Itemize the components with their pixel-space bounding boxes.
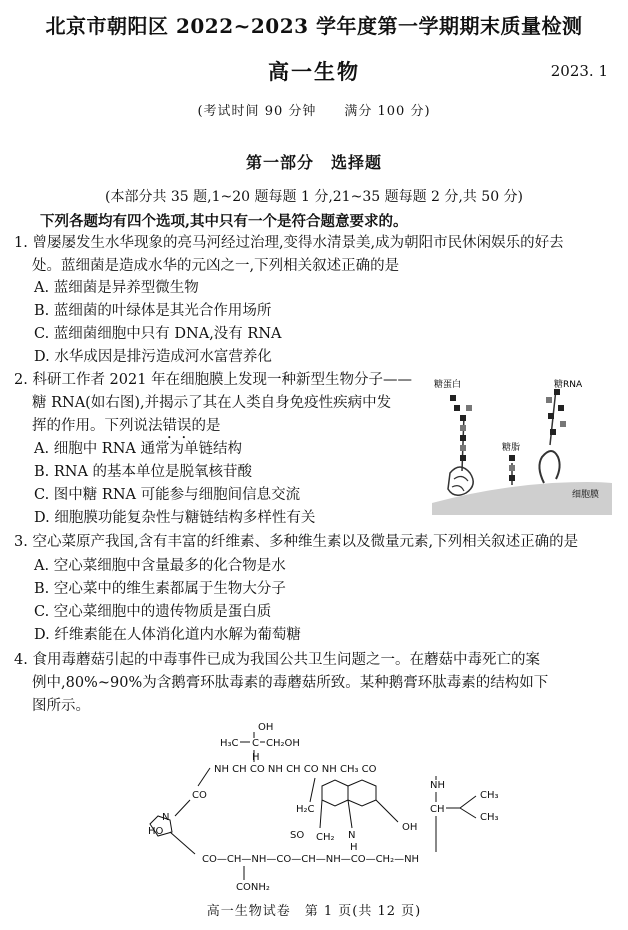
mol-c: C bbox=[252, 738, 259, 749]
question-4-stem: 图所示。 bbox=[32, 698, 90, 714]
exam-info: (考试时间 90 分钟 满分 100 分) bbox=[197, 104, 431, 119]
exam-title: 北京市朝阳区 2022~2023 学年度第一学期期末质量检测 bbox=[45, 14, 583, 38]
question-1-stem: 1. 曾屡屡发生水华现象的亮马河经过治理,变得水清景美,成为朝阳市民休闲娱乐的好去 bbox=[14, 235, 564, 251]
mol-top-chain: NH CH CO NH CH CO NH CH₃ CO bbox=[214, 764, 377, 775]
mol-ho-ring: HO bbox=[148, 826, 164, 837]
question-2-option-a: A. 细胞中 RNA 通常为单链结构 bbox=[34, 441, 242, 457]
question-2-option-c: C. 图中糖 RNA 可能参与细胞间信息交流 bbox=[34, 487, 301, 503]
glyco-rna-figure bbox=[432, 375, 612, 515]
mol-so: SO bbox=[290, 830, 305, 841]
question-2-option-b: B. RNA 的基本单位是脱氧核苷酸 bbox=[34, 464, 253, 480]
figure-label-rna: 糖RNA bbox=[554, 380, 583, 390]
mol-bottom-chain: CO—CH—NH—CO—CH—NH—CO—CH₂—NH bbox=[202, 854, 420, 865]
question-2-stem: 糖 RNA(如右图),并揭示了其在人类自身免疫性疾病中发 bbox=[32, 395, 392, 411]
mol-ch2oh: CH₂OH bbox=[266, 738, 300, 749]
emphasis-word: 错误 bbox=[162, 418, 192, 434]
figure-label-protein: 糖蛋白 bbox=[434, 380, 462, 390]
mol-ch3-b: CH₃ bbox=[480, 812, 499, 823]
question-3-option-b: B. 空心菜中的维生素都属于生物大分子 bbox=[34, 581, 286, 597]
question-2-stem-tail: 的是 bbox=[191, 418, 221, 434]
question-1-stem: 处。蓝细菌是造成水华的元凶之一,下列相关叙述正确的是 bbox=[32, 258, 400, 274]
part-title: 第一部分 选择题 bbox=[245, 153, 382, 172]
glyco-rna-shape bbox=[539, 389, 566, 483]
mol-h: H bbox=[252, 752, 260, 763]
question-1-option-b: B. 蓝细菌的叶绿体是其光合作用场所 bbox=[34, 303, 272, 319]
question-3-option-c: C. 空心菜细胞中的遗传物质是蛋白质 bbox=[34, 604, 272, 620]
mol-conh2: CONH₂ bbox=[236, 882, 270, 893]
figure-label-membrane: 细胞膜 bbox=[572, 490, 600, 500]
part-note: (本部分共 35 题,1~20 题每题 1 分,21~35 题每题 2 分,共 50 分) bbox=[104, 189, 524, 205]
mol-h2c: H₂C bbox=[296, 804, 315, 815]
question-4-stem: 例中,80%~90%为含鹅膏环肽毒素的毒蘑菇所致。某种鹅膏环肽毒素的结构如下 bbox=[32, 675, 549, 691]
question-3-stem: 3. 空心菜原产我国,含有丰富的纤维素、多种维生素以及微量元素,下列相关叙述正确的是 bbox=[14, 534, 579, 550]
mol-n-indole: N bbox=[348, 830, 356, 841]
mol-co-left: CO bbox=[192, 790, 207, 801]
question-1-option-c: C. 蓝细菌细胞中只有 DNA,没有 RNA bbox=[34, 326, 282, 342]
mol-oh-indole: OH bbox=[402, 822, 418, 833]
cyclic-peptide-structure bbox=[140, 720, 540, 895]
page-footer: 高一生物试卷 第 1 页(共 12 页) bbox=[206, 904, 422, 919]
mol-nh-right: NH bbox=[430, 780, 445, 791]
mol-ch-right: CH bbox=[430, 804, 445, 815]
glycoprotein-sugars bbox=[450, 395, 472, 461]
figure-label-lipid: 糖脂 bbox=[502, 443, 521, 453]
mol-oh-top: OH bbox=[258, 722, 274, 733]
question-2-option-d: D. 细胞膜功能复杂性与糖链结构多样性有关 bbox=[34, 510, 316, 526]
mol-n-left: N bbox=[162, 812, 170, 823]
question-3-option-a: A. 空心菜细胞中含量最多的化合物是水 bbox=[34, 558, 286, 574]
question-3-option-d: D. 纤维素能在人体消化道内水解为葡萄糖 bbox=[34, 627, 301, 643]
mol-h3c: H₃C bbox=[220, 738, 239, 749]
exam-date: 2023. 1 bbox=[550, 62, 608, 80]
question-2-stem: 2. 科研工作者 2021 年在细胞膜上发现一种新型生物分子—— bbox=[14, 372, 413, 388]
question-1-option-d: D. 水华成因是排污造成河水富营养化 bbox=[34, 349, 272, 365]
question-2-stem-text: 挥的作用。下列说法 bbox=[32, 418, 163, 434]
instruction: 下列各题均有四个选项,其中只有一个是符合题意要求的。 bbox=[40, 213, 408, 230]
question-1-option-a: A. 蓝细菌是异养型微生物 bbox=[34, 280, 199, 296]
glycolipid-shape bbox=[509, 455, 515, 485]
mol-ch2: CH₂ bbox=[316, 832, 335, 843]
mol-h-indole: H bbox=[350, 842, 358, 853]
mol-ch3-a: CH₃ bbox=[480, 790, 499, 801]
subject-title: 高一生物 bbox=[268, 59, 360, 84]
question-4-stem: 4. 食用毒蘑菇引起的中毒事件已成为我国公共卫生问题之一。在蘑菇中毒死亡的案 bbox=[14, 652, 540, 668]
